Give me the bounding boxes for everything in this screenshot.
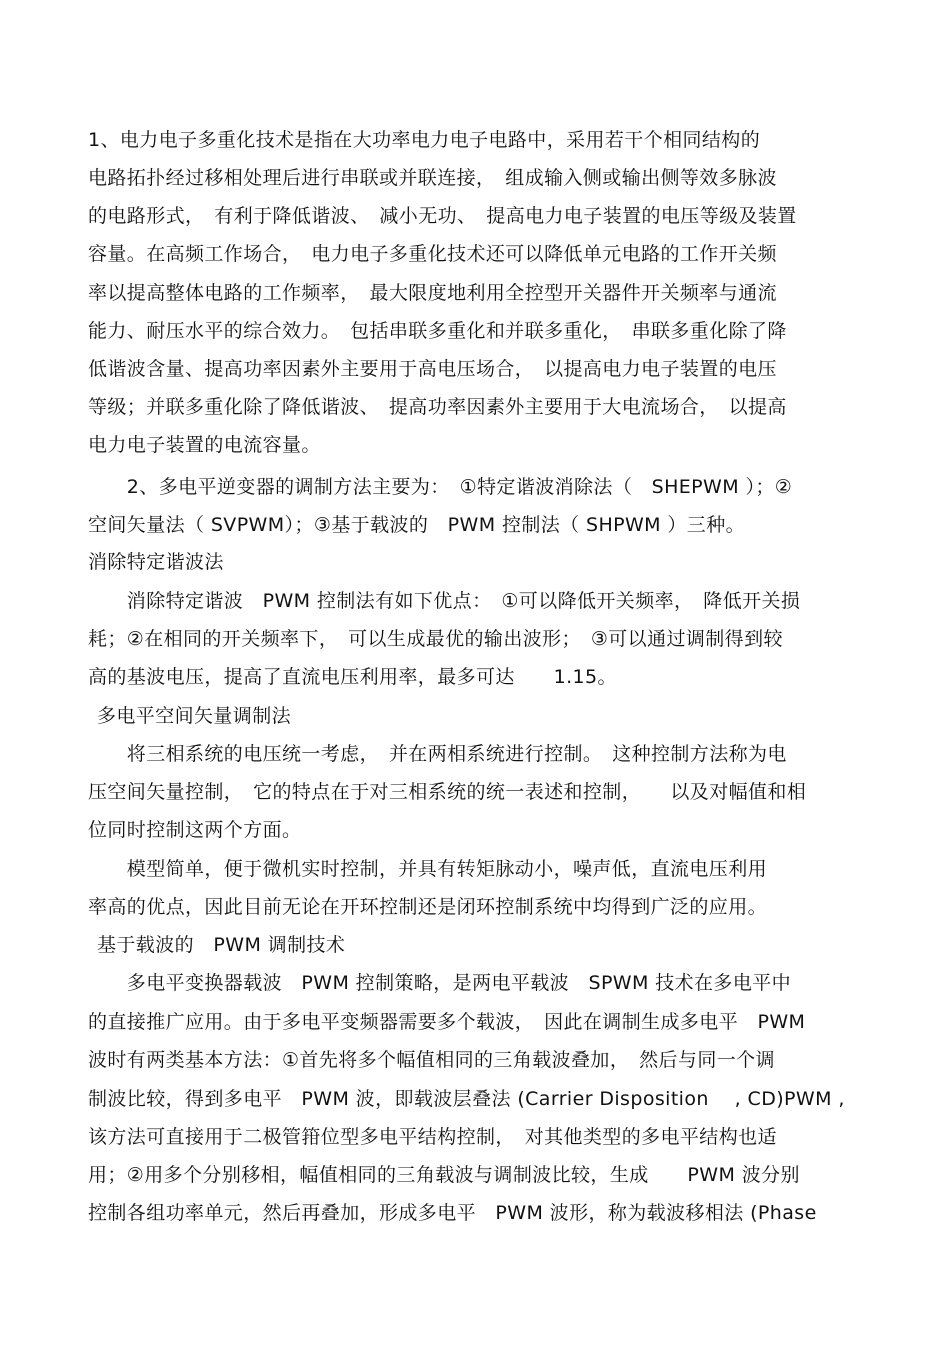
carrier-paragraph-line-3: 波时有两类基本方法：①首先将多个幅值相同的三角载波叠加， 然后与同一个调 <box>88 1049 775 1071</box>
paragraph-1-line-6: 能力、耐压水平的综合效力。 包括串联多重化和并联多重化， 串联多重化除了降 <box>88 320 787 342</box>
svm-paragraph-1-line-2: 压空间矢量控制， 它的特点在于对三相系统的统一表述和控制， 以及对幅值和相 <box>88 781 807 803</box>
paragraph-1-line-9: 电力电子装置的电流容量。 <box>88 434 321 456</box>
paragraph-1-line-4: 容量。在高频工作场合， 电力电子多重化技术还可以降低单元电路的工作开关频 <box>88 243 777 265</box>
carrier-paragraph-line-7: 控制各组功率单元，然后再叠加，形成多电平 PWM 波形，称为载波移相法 (Phase <box>88 1202 817 1224</box>
paragraph-1-line-1: 1、电力电子多重化技术是指在大功率电力电子电路中，采用若干个相同结构的 <box>88 129 761 151</box>
she-paragraph-line-2: 耗；②在相同的开关频率下， 可以生成最优的输出波形； ③可以通过调制得到较 <box>88 628 783 650</box>
svm-paragraph-2-line-1: 模型简单，便于微机实时控制，并具有转矩脉动小，噪声低，直流电压利用 <box>88 858 768 880</box>
she-paragraph-line-3: 高的基波电压，提高了直流电压利用率，最多可达 1.15。 <box>88 666 617 688</box>
svm-paragraph-1-line-1: 将三相系统的电压统一考虑， 并在两相系统进行控制。 这种控制方法称为电 <box>88 743 787 765</box>
paragraph-2-line-2: 空间矢量法（ SVPWM）；③基于载波的 PWM 控制法（ SHPWM ）三种。 <box>88 514 746 536</box>
carrier-paragraph-line-4: 制波比较，得到多电平 PWM 波，即载波层叠法 (Carrier Disposition , CD)PWM , <box>88 1088 845 1110</box>
paragraph-1-line-2: 电路拓扑经过移相处理后进行串联或并联连接， 组成输入侧或输出侧等效多脉波 <box>88 167 777 189</box>
svm-paragraph-2-line-2: 率高的优点，因此目前无论在开环控制还是闭环控制系统中均得到广泛的应用。 <box>88 896 768 918</box>
paragraph-1-line-7: 低谐波含量、提高功率因素外主要用于高电压场合， 以提高电力电子装置的电压 <box>88 358 777 380</box>
she-paragraph-line-1: 消除特定谐波 PWM 控制法有如下优点： ①可以降低开关频率， 降低开关损 <box>88 590 801 612</box>
carrier-paragraph-line-1: 多电平变换器载波 PWM 控制策略，是两电平载波 SPWM 技术在多电平中 <box>88 972 792 994</box>
svm-paragraph-1-line-3: 位同时控制这两个方面。 <box>88 819 302 841</box>
paragraph-1-line-5: 率以提高整体电路的工作频率， 最大限度地利用全控型开关器件开关频率与通流 <box>88 282 777 304</box>
carrier-paragraph-line-6: 用；②用多个分别移相，幅值相同的三角载波与调制波比较，生成 PWM 波分别 <box>88 1164 800 1186</box>
carrier-paragraph-line-5: 该方法可直接用于二极管箝位型多电平结构控制， 对其他类型的多电平结构也适 <box>88 1126 777 1148</box>
section-heading-svm: 多电平空间矢量调制法 <box>97 705 292 727</box>
paragraph-1-line-3: 的电路形式， 有利于降低谐波、 减小无功、 提高电力电子装置的电压等级及装置 <box>88 205 797 227</box>
paragraph-1-line-8: 等级；并联多重化除了降低谐波、 提高功率因素外主要用于大电流场合， 以提高 <box>88 396 787 418</box>
section-heading-she: 消除特定谐波法 <box>88 551 224 573</box>
carrier-paragraph-line-2: 的直接推广应用。由于多电平变频器需要多个载波， 因此在调制生成多电平 PWM <box>88 1011 806 1033</box>
paragraph-2-line-1: 2、多电平逆变器的调制方法主要为： ①特定谐波消除法（ SHEPWM ）；② <box>88 476 793 498</box>
section-heading-carrier-pwm: 基于载波的 PWM 调制技术 <box>97 934 346 956</box>
